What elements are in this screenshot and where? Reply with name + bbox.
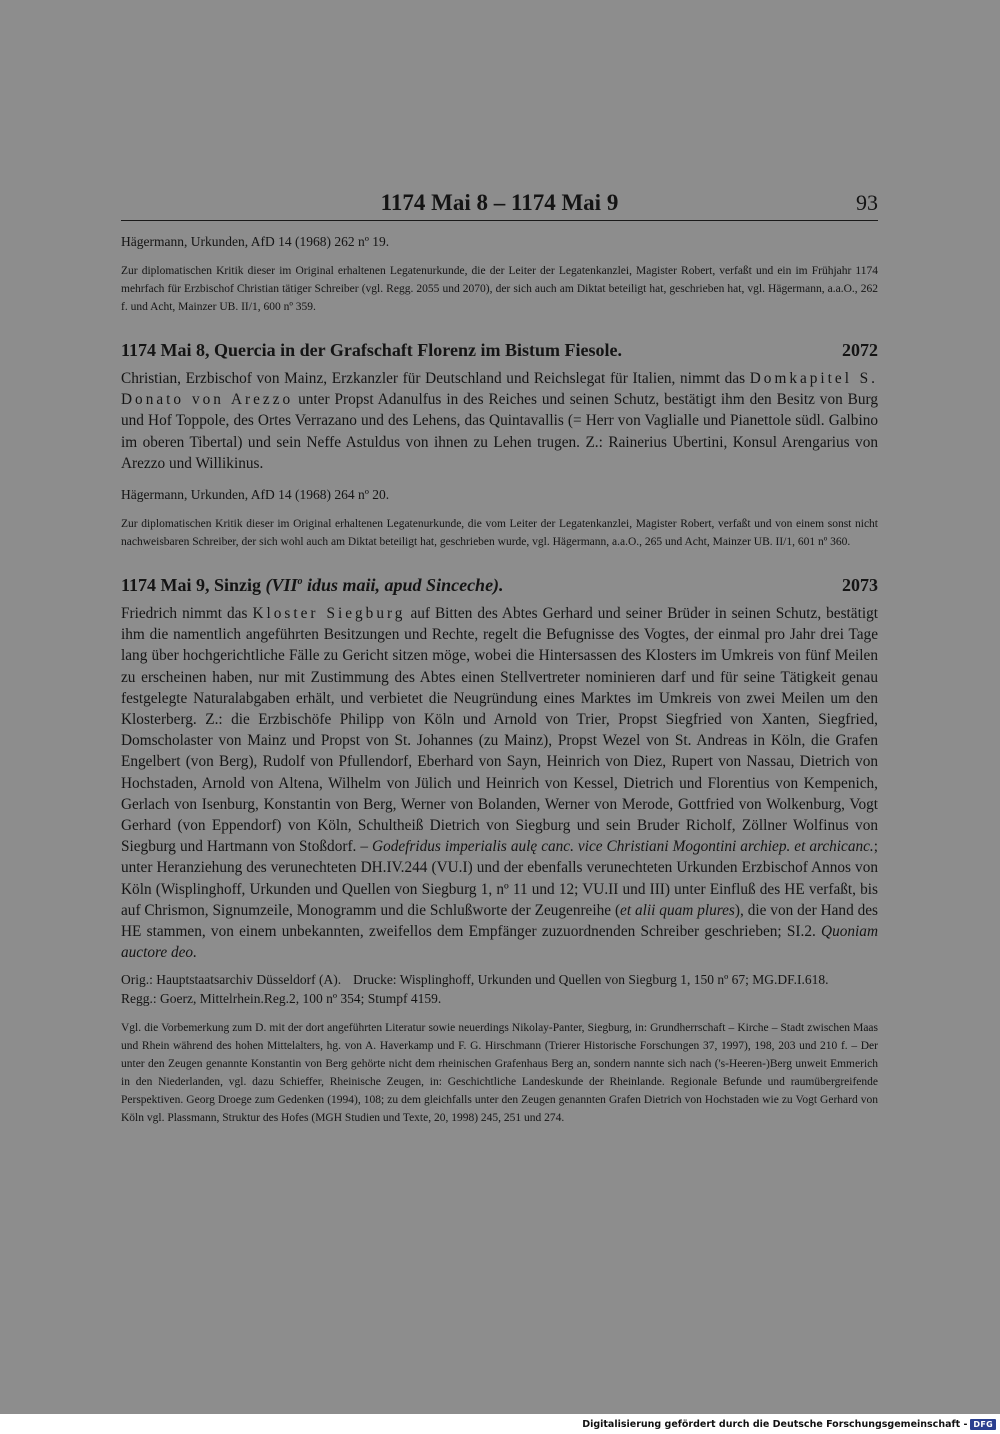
entry-2073-text-3: ; unter Heranziehung des verunechteten DH.IV.244 (VU.I) und der ebenfalls verunechteten Urkunden Erzbischof Annos von Köln (Wisplinghoff, Urkunden und Quellen von Siegburg 1, nº 11 und 12; VU.II und III) unter Einfluß des HE verfaßt, bis auf Chrismon, Signumzeile, Monogramm und die Schlußworte der Zeugenreihe (	[121, 838, 878, 919]
entry-2073-date-place	[121, 575, 504, 596]
entry-2073-sources	[121, 970, 878, 1008]
entry-2073-number: 2073	[842, 575, 878, 596]
header-title: 1174 Mai 8 – 1174 Mai 9	[380, 190, 619, 215]
entry-2073-latin-phrase: et alii quam plures	[620, 901, 735, 919]
entry-2072-regest	[121, 368, 878, 474]
entry-2072-number: 2072	[842, 340, 878, 360]
entry-2073-prints: Drucke: Wisplinghoff, Urkunden und Quellen von Siegburg 1, 150 nº 67; MG.DF.I.618.	[353, 972, 829, 988]
prev-entry-commentary: Zur diplomatischen Kritik dieser im Original erhaltenen Legatenurkunde, die der Leiter der Legatenkanzlei, Magister Robert, verfaßt und ein im Frühjahr 1174 mehrfach für Erzbischof Christian tätiger Schreiber (vgl. Regg. 2055 und 2070), der sich auch am Diktat beteiligt hat, geschrieben hat, vgl. Hägermann, a.a.O., 262 f. und Acht, Mainzer UB. II/1, 600 nº 359.	[121, 265, 878, 313]
entry-2072-text-1: Christian, Erzbischof von Mainz, Erzkanzler für Deutschland und Reichslegat für Italien, nimmt das	[121, 370, 750, 387]
entry-2072-recipient: Domkapitel S. Donato von Arezzo	[121, 370, 878, 409]
funding-footer	[582, 1416, 996, 1432]
entry-2073-regesta: Regg.: Goerz, Mittelrhein.Reg.2, 100 nº 354; Stumpf 4159.	[121, 991, 442, 1007]
entry-2072-commentary: Zur diplomatischen Kritik dieser im Original erhaltenen Legatenurkunde, die vom Leiter der Legatenkanzlei, Magister Robert, verfaßt und von einem sonst nicht nachweisbaren Schreiber, der sich wohl auch am Diktat beteiligt hat, geschrieben wurde, vgl. Hägermann, a.a.O., 265 und Acht, Mainzer UB. II/1, 601 nº 360.	[121, 518, 878, 549]
running-header	[121, 188, 878, 221]
funding-note: Digitalisierung gefördert durch die Deutsche Forschungsgemeinschaft -	[582, 1418, 968, 1430]
entry-2073-text-1: Friedrich nimmt das	[121, 605, 253, 623]
entry-2073-heading-latin-2: idus maii, apud Sinceche).	[302, 575, 504, 596]
entry-2072-heading	[121, 340, 878, 361]
entry-2073-heading-plain: 1174 Mai 9, Sinzig	[121, 575, 266, 596]
page-content	[121, 188, 878, 1127]
entry-2073-heading-latin-1: (VII	[265, 575, 298, 596]
entry-2073-heading-sup: o	[297, 576, 303, 588]
entry-2073-regest	[121, 603, 878, 963]
entry-2073-heading	[121, 575, 878, 596]
entry-2072-reference: Hägermann, Urkunden, AfD 14 (1968) 264 nº 20.	[121, 487, 390, 503]
entry-2073-original: Orig.: Hauptstaatsarchiv Düsseldorf (A).	[121, 972, 342, 988]
entry-2073-text-4: ), die von der Hand des HE stammen, von einem unbekannten, zweifellos dem Empfänger zuzuordnenden Schreiber geschrieben; SI.2.	[121, 901, 879, 941]
entry-2073-recipient: Kloster Siegburg	[252, 605, 406, 623]
dfg-logo-icon: DFG	[970, 1419, 996, 1430]
entry-2073-commentary: Vgl. die Vorbemerkung zum D. mit der dort angeführten Literatur sowie neuerdings Nikolay-Panter, Siegburg, in: Grundherrschaft – Kirche – Stadt zwischen Maas und Rhein während des hohen Mittelalters, hg. von A. Haverkamp und F. G. Hirschmann (Trierer Historische Forschungen 37, 1997), 198, 203 und 210 f. – Der unter den Zeugen genannte Konstantin von Berg gehörte nicht dem rheinischen Grafenhaus Berg an, sondern nannte sich nach ('s-Heeren-)Berg unweit Emmerich in den Niederlanden, vgl. dazu Schieffer, Rheinische Zeugen, in: Geschichtliche Landeskunde der Rheinlande. Regionale Befunde und raumübergreifende Perspektiven. Georg Droege zum Gedenken (1994), 108; zu dem gleichfalls unter den Zeugen genannten Grafen Dietrich von Hochstaden wie zu Vogt Gerhard von Köln vgl. Plassmann, Struktur des Hofes (MGH Studien und Texte, 20, 1998) 245, 251 und 274.	[121, 1022, 878, 1125]
entry-2073-text-2: auf Bitten des Abtes Gerhard und seiner Brüder in seinen Schutz, bestätigt ihm die namentlich angeführten Besitzungen und Rechte, regelt die Befugnisse des Vogtes, der einmal pro Jahr drei Tage lang über hochgerichtliche Fälle zu Gericht sitzen möge, wobei die Hintersassen des Klosters im Umkreis von fünf Meilen zu erscheinen haben, nur mit Zustimmung des Abtes einen Stellvertreter nominieren darf und für seine Tätigkeit genau festgelegte Naturalabgaben erhält, und verbietet die Neugründung eines Marktes im Umkreis von zwei Meilen um den Klosterberg. Z.: die Erzbischöfe Philipp von Köln und Arnold von Trier, Propst Siegfried von Xanten, Siegfried, Domscholaster von Mainz und Propst von St. Johannes (zu Mainz), Propst Wezel von St. Andreas in Köln, die Grafen Engelbert (von Berg), Rudolf von Pfullendorf, Eberhard von Sayn, Heinrich von Diez, Rupert von Nassau, Dietrich von Hochstaden, Arnold von Altena, Wilhelm von Jülich und Heinrich von Kessel, Dietrich und Florentius von Kempenich, Gerlach von Isenburg, Konstantin von Berg, Werner von Bolanden, Werner von Merode, Gottfried von Wolkenburg, Vogt Gerhard (von Eppendorf) von Köln, Schultheiß Dietrich von Siegburg und sein Bruder Richolf, Zöllner Wolfinus von Siegburg und Hartmann von Stoßdorf. –	[121, 605, 878, 856]
prev-entry-reference: Hägermann, Urkunden, AfD 14 (1968) 262 nº 19.	[121, 234, 390, 249]
entry-2073-arenga: Quoniam auctore deo.	[121, 923, 878, 962]
page-number: 93	[856, 190, 878, 215]
entry-2072-text-2: unter Propst Adanulfus in des Reiches und seinen Schutz, bestätigt ihm den Besitz von Burg und Hof Toppole, des Ortes Verrazano und des Lehens, das Quintavallis (= Herr von Vaglialle und Pianettole südl. Galbino im oberen Tibertal) und sein Neffe Astuldus von ihnen zu Lehen trugen. Z.: Rainerius Ubertini, Konsul Arengarius von Arezzo und Willikinus.	[121, 391, 878, 472]
entry-2073-recognition: Godefridus imperialis aulę canc. vice Christiani Mogontini archiep. et archicanc.	[372, 838, 874, 856]
entry-2072-date-place: 1174 Mai 8, Quercia in der Grafschaft Florenz im Bistum Fiesole.	[121, 340, 622, 360]
